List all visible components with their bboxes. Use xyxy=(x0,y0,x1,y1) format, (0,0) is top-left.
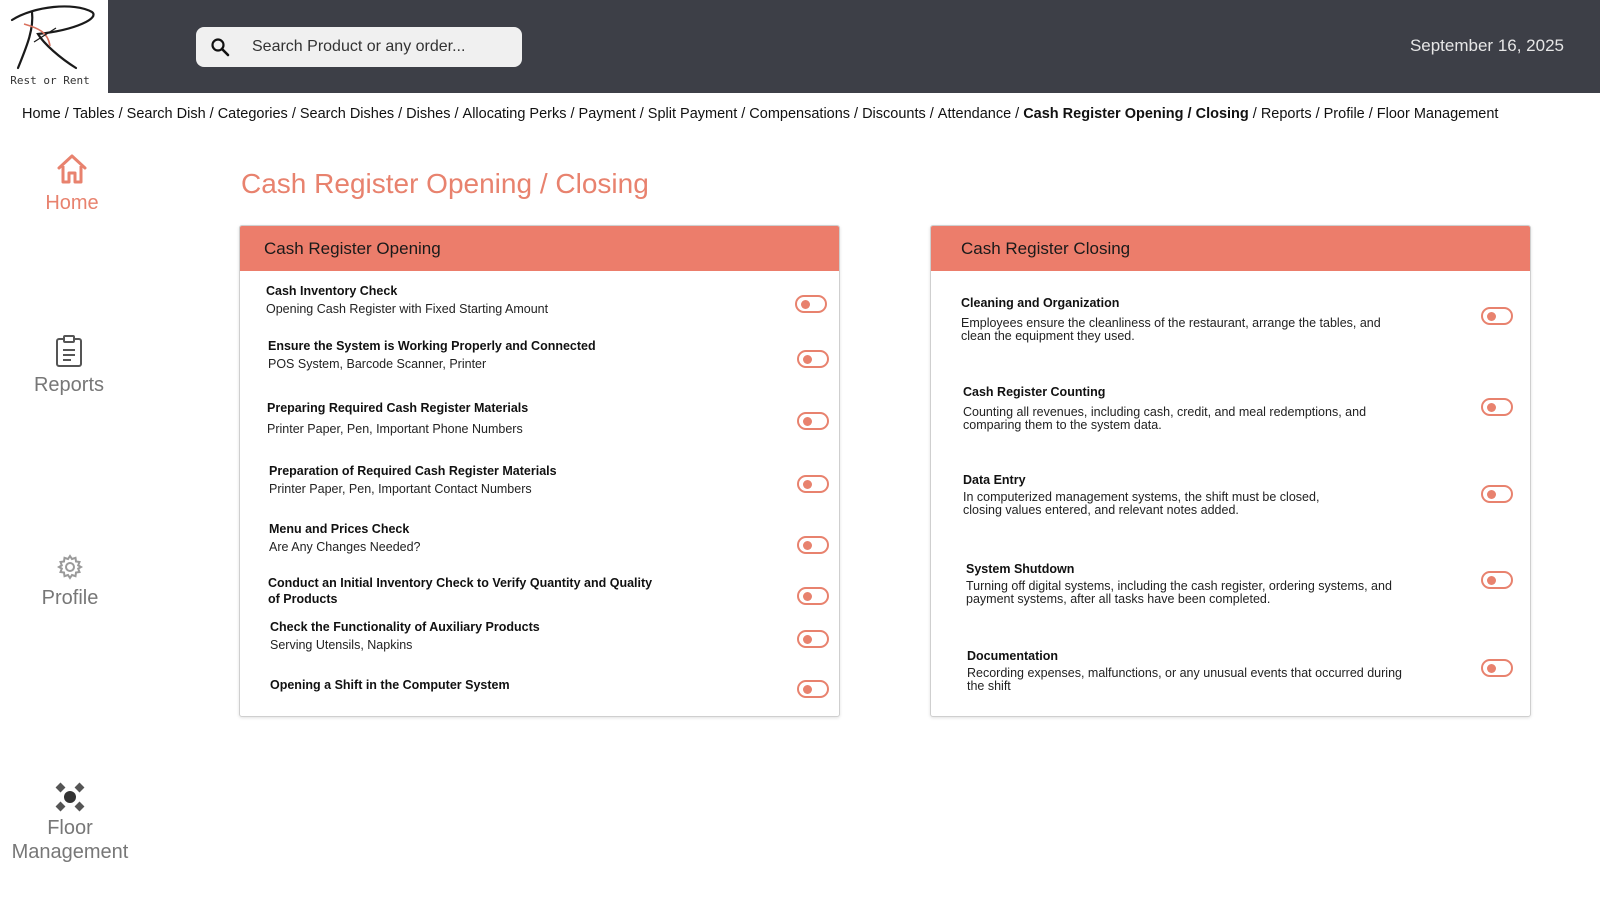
breadcrumb-separator: / xyxy=(64,106,69,122)
toggle-knob xyxy=(803,480,812,489)
sidebar-item-home[interactable] xyxy=(32,152,112,215)
top-bar xyxy=(0,0,1600,93)
toggle-knob xyxy=(803,355,812,364)
breadcrumb-item[interactable]: Tables xyxy=(72,106,115,122)
breadcrumb xyxy=(22,106,1498,122)
toggle-knob xyxy=(1487,403,1496,412)
breadcrumb-item[interactable]: Attendance xyxy=(937,106,1012,122)
opening-item-title: Conduct an Initial Inventory Check to Verify Quantity and Quality xyxy=(268,576,653,590)
current-date: September 16, 2025 xyxy=(1409,36,1564,55)
search-box[interactable] xyxy=(196,27,522,67)
opening-item xyxy=(267,400,867,437)
breadcrumb-item[interactable]: Cash Register Opening / Closing xyxy=(1023,106,1249,122)
opening-item-title: Check the Functionality of Auxiliary Products xyxy=(270,620,540,634)
breadcrumb-separator: / xyxy=(1368,106,1373,122)
closing-toggle-3[interactable] xyxy=(1481,485,1513,503)
closing-item-desc-2: clean the equipment they used. xyxy=(961,329,1135,343)
breadcrumb-separator: / xyxy=(741,106,746,122)
search-icon[interactable] xyxy=(210,37,230,57)
opening-toggle-7[interactable] xyxy=(797,630,829,648)
closing-toggle-5[interactable] xyxy=(1481,659,1513,677)
closing-item-desc-2: the shift xyxy=(967,679,1011,693)
sidebar-label-reports: Reports xyxy=(33,374,105,396)
breadcrumb-item[interactable]: Search Dish xyxy=(126,106,206,122)
sidebar-label-management: Management xyxy=(11,841,129,863)
page-title: Cash Register Opening / Closing xyxy=(241,168,649,199)
breadcrumb-item[interactable]: Categories xyxy=(217,106,288,122)
opening-item xyxy=(268,575,868,607)
opening-item-desc: Serving Utensils, Napkins xyxy=(270,638,413,652)
breadcrumb-item[interactable]: Home xyxy=(22,106,61,122)
closing-panel xyxy=(930,225,1531,717)
opening-item-title: Preparing Required Cash Register Materials xyxy=(267,401,529,415)
opening-panel-header: Cash Register Opening xyxy=(240,226,839,271)
closing-item-desc-1: Counting all revenues, including cash, credit, and meal redemptions, and xyxy=(963,405,1367,419)
toggle-knob xyxy=(1487,664,1496,673)
closing-item-title: Documentation xyxy=(967,649,1058,663)
toggle-knob xyxy=(1487,576,1496,585)
closing-item-desc-2: payment systems, after all tasks have been completed. xyxy=(966,592,1271,606)
toggle-knob xyxy=(803,417,812,426)
breadcrumb-separator: / xyxy=(1015,106,1020,122)
opening-item-title: Preparation of Required Cash Register Materials xyxy=(269,464,557,478)
toggle-knob xyxy=(1487,490,1496,499)
breadcrumb-separator: / xyxy=(118,106,123,122)
breadcrumb-separator: / xyxy=(454,106,459,122)
closing-item-desc-2: comparing them to the system data. xyxy=(963,418,1162,432)
opening-panel xyxy=(239,225,840,717)
sidebar-label-profile: Profile xyxy=(41,587,99,609)
breadcrumb-item[interactable]: Floor Management xyxy=(1376,106,1499,122)
logo[interactable] xyxy=(0,0,108,93)
breadcrumb-item[interactable]: Allocating Perks xyxy=(462,106,567,122)
opening-toggle-1[interactable] xyxy=(795,295,827,313)
closing-item xyxy=(966,561,1566,606)
opening-item-title: Cash Inventory Check xyxy=(266,284,398,298)
breadcrumb-separator: / xyxy=(570,106,575,122)
breadcrumb-separator: / xyxy=(1252,106,1257,122)
closing-item-desc-2: closing values entered, and relevant notes added. xyxy=(963,503,1239,517)
breadcrumb-separator: / xyxy=(854,106,859,122)
toggle-knob xyxy=(803,541,812,550)
opening-item xyxy=(268,338,868,372)
breadcrumb-separator: / xyxy=(291,106,296,122)
opening-toggle-3[interactable] xyxy=(797,412,829,430)
opening-toggle-8[interactable] xyxy=(797,680,829,698)
opening-item xyxy=(269,521,869,555)
breadcrumb-item[interactable]: Reports xyxy=(1260,106,1312,122)
search-input[interactable] xyxy=(252,27,512,67)
closing-item-desc-1: Employees ensure the cleanliness of the restaurant, arrange the tables, and xyxy=(961,316,1381,330)
breadcrumb-separator: / xyxy=(209,106,214,122)
opening-toggle-6[interactable] xyxy=(797,587,829,605)
opening-item-desc: Are Any Changes Needed? xyxy=(269,540,421,554)
sidebar-label-floor: Floor xyxy=(47,817,93,839)
toggle-knob xyxy=(803,685,812,694)
sidebar-label-home: Home xyxy=(45,192,99,214)
breadcrumb-separator: / xyxy=(1315,106,1320,122)
opening-item xyxy=(270,677,870,693)
closing-item-desc-1: In computerized management systems, the shift must be closed, xyxy=(963,490,1320,504)
toggle-knob xyxy=(801,300,810,309)
opening-item-title-cont: of Products xyxy=(268,592,338,606)
home-icon xyxy=(55,152,89,186)
toggle-knob xyxy=(803,592,812,601)
opening-item xyxy=(269,463,869,497)
closing-item-desc-1: Recording expenses, malfunctions, or any unusual events that occurred during xyxy=(967,666,1402,680)
toggle-knob xyxy=(803,635,812,644)
opening-item-desc: Opening Cash Register with Fixed Starting Amount xyxy=(266,302,549,316)
closing-item xyxy=(961,295,1561,343)
closing-item xyxy=(963,472,1563,517)
clipboard-icon xyxy=(54,334,84,368)
closing-item xyxy=(963,384,1563,432)
opening-item-desc: Printer Paper, Pen, Important Phone Numbers xyxy=(267,422,523,436)
breadcrumb-item[interactable]: Profile xyxy=(1323,106,1365,122)
sidebar-item-profile[interactable] xyxy=(30,553,110,610)
opening-item-desc: POS System, Barcode Scanner, Printer xyxy=(268,357,487,371)
closing-item xyxy=(967,648,1567,693)
opening-toggle-5[interactable] xyxy=(797,536,829,554)
opening-item xyxy=(266,283,866,317)
breadcrumb-item[interactable]: Compensations xyxy=(749,106,851,122)
opening-toggle-4[interactable] xyxy=(797,475,829,493)
gear-icon xyxy=(56,553,84,581)
opening-toggle-2[interactable] xyxy=(797,350,829,368)
opening-item-title: Ensure the System is Working Properly and Connected xyxy=(268,339,596,353)
breadcrumb-item[interactable]: Dishes xyxy=(406,106,451,122)
closing-toggle-4[interactable] xyxy=(1481,571,1513,589)
closing-item-title: Cash Register Counting xyxy=(963,385,1106,399)
breadcrumb-item[interactable]: Discounts xyxy=(862,106,926,122)
breadcrumb-item[interactable]: Payment xyxy=(578,106,636,122)
breadcrumb-separator: / xyxy=(639,106,644,122)
closing-item-title: Data Entry xyxy=(963,473,1026,487)
opening-item-desc: Printer Paper, Pen, Important Contact Numbers xyxy=(269,482,532,496)
closing-toggle-1[interactable] xyxy=(1481,307,1513,325)
breadcrumb-separator: / xyxy=(398,106,403,122)
closing-item-title: Cleaning and Organization xyxy=(961,296,1120,310)
sidebar-item-floor-management[interactable] xyxy=(4,780,136,864)
toggle-knob xyxy=(1487,312,1496,321)
closing-item-desc-1: Turning off digital systems, including the cash register, ordering systems, and xyxy=(966,579,1392,593)
closing-toggle-2[interactable] xyxy=(1481,398,1513,416)
closing-panel-header: Cash Register Closing xyxy=(931,226,1530,271)
floor-plan-icon xyxy=(53,780,87,814)
breadcrumb-item[interactable]: Split Payment xyxy=(647,106,738,122)
breadcrumb-separator: / xyxy=(929,106,934,122)
logo-text: Rest or Rent xyxy=(10,74,90,87)
opening-item xyxy=(270,619,870,653)
logo-icon xyxy=(4,2,100,74)
opening-item-title: Opening a Shift in the Computer System xyxy=(270,678,510,692)
opening-item-title: Menu and Prices Check xyxy=(269,522,410,536)
breadcrumb-item[interactable]: Search Dishes xyxy=(299,106,395,122)
closing-item-title: System Shutdown xyxy=(966,562,1075,576)
sidebar-item-reports[interactable] xyxy=(26,334,112,397)
